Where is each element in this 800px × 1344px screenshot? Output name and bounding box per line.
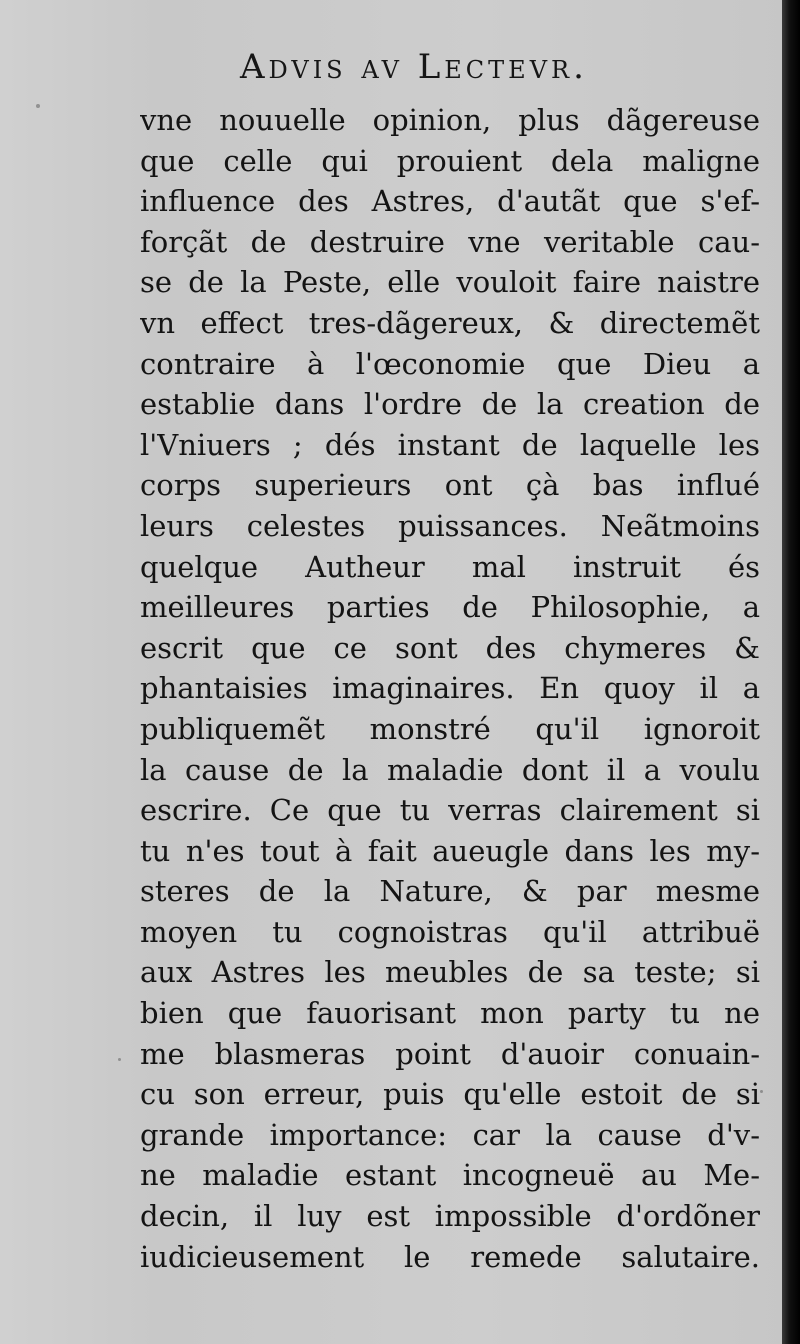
text-line: cu son erreur, puis qu'elle estoit de si bbox=[140, 1077, 760, 1112]
text-line: ne maladie estant incogneuë au Me- bbox=[140, 1158, 760, 1193]
running-head: Advis av Lectevr. bbox=[240, 47, 588, 87]
text-line: escrire. Ce que tu verras clairement si bbox=[140, 793, 760, 828]
text-line: decin, il luy est impossible d'ordõner bbox=[140, 1199, 760, 1234]
text-line: moyen tu cognoistras qu'il attribuë bbox=[140, 914, 760, 949]
text-line: phantaisies imaginaires. En quoy il a bbox=[140, 671, 760, 706]
text-line: tu n'es tout à fait aueugle dans les my- bbox=[140, 833, 760, 868]
text-line: corps superieurs ont çà bas influé bbox=[140, 468, 760, 503]
text-line: influence des Astres, d'autãt que s'ef- bbox=[140, 184, 760, 219]
ink-speck bbox=[760, 1090, 763, 1093]
text-line: que celle qui prouient dela maligne bbox=[140, 143, 760, 178]
text-line: leurs celestes puissances. Neãtmoins bbox=[140, 508, 760, 543]
text-line: contraire à l'œconomie que Dieu a bbox=[140, 346, 760, 381]
text-line: vn effect tres-dãgereux, & directemẽt bbox=[140, 305, 760, 340]
text-line: vne nouuelle opinion, plus dãgereuse bbox=[140, 103, 760, 137]
text-line: steres de la Nature, & par mesme bbox=[140, 874, 760, 909]
page-gutter-shadow bbox=[782, 0, 800, 1344]
text-line: quelque Autheur mal instruit és bbox=[140, 549, 760, 584]
text-line: establie dans l'ordre de la creation de bbox=[140, 387, 760, 422]
text-line: bien que fauorisant mon party tu ne bbox=[140, 996, 760, 1031]
text-line: escrit que ce sont des chymeres & bbox=[140, 630, 760, 665]
body-text bbox=[140, 100, 760, 1320]
ink-speck bbox=[118, 1058, 121, 1061]
text-line: aux Astres les meubles de sa teste; si bbox=[140, 955, 760, 990]
text-line: iudicieusement le remede salutaire. bbox=[140, 1239, 760, 1274]
text-line: l'Vniuers ; dés instant de laquelle les bbox=[140, 427, 760, 462]
text-line: la cause de la maladie dont il a voulu bbox=[140, 752, 760, 787]
text-line: grande importance: car la cause d'v- bbox=[140, 1117, 760, 1152]
text-line: meilleures parties de Philosophie, a bbox=[140, 590, 760, 625]
text-line: publiquemẽt monstré qu'il ignoroit bbox=[140, 711, 760, 746]
text-line: forçãt de destruire vne veritable cau- bbox=[140, 224, 760, 259]
ink-speck bbox=[36, 104, 40, 108]
text-line: se de la Peste, elle vouloit faire naistre bbox=[140, 265, 760, 300]
text-line: me blasmeras point d'auoir conuain- bbox=[140, 1036, 760, 1071]
